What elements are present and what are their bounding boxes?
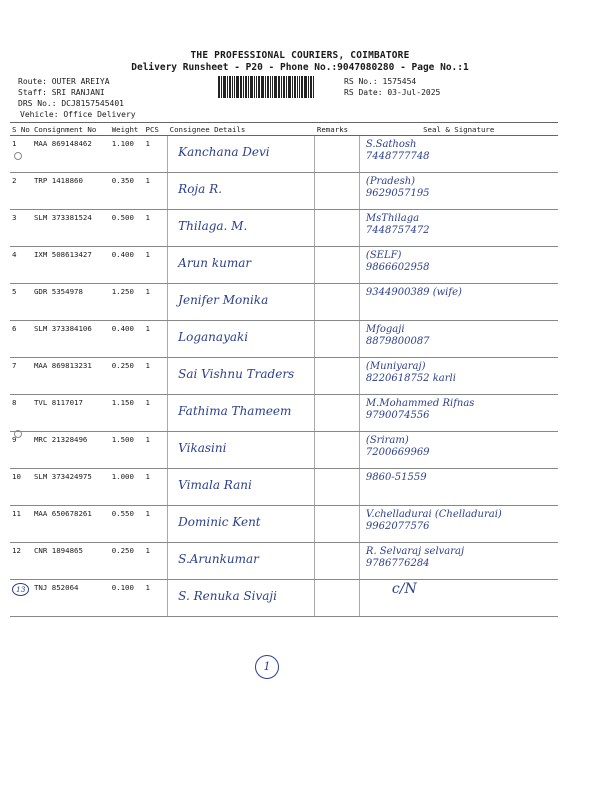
row-consignment: MAA 869148462 <box>32 136 110 173</box>
row-pcs: 1 <box>144 580 168 617</box>
row-remarks <box>315 395 360 432</box>
col-consignee-header: Consignee Details <box>168 123 315 136</box>
row-remarks <box>315 284 360 321</box>
row-sno: 8 <box>10 395 32 432</box>
row-seal <box>359 284 558 321</box>
runsheet-table <box>10 122 558 617</box>
table-row <box>10 358 558 395</box>
row-pcs: 1 <box>144 506 168 543</box>
row-sno: 5 <box>10 284 32 321</box>
row-consignee <box>168 506 315 543</box>
row-consignee <box>168 580 315 617</box>
row-remarks <box>315 210 360 247</box>
row-seal <box>359 432 558 469</box>
row-sno: 6 <box>10 321 32 358</box>
row-pcs: 1 <box>144 543 168 580</box>
route-label: Route: OUTER AREIYA <box>18 77 110 86</box>
row-seal <box>359 395 558 432</box>
seal-line-1: (Muniyaraj) <box>365 361 426 372</box>
row-consignee <box>168 136 315 173</box>
row-weight: 0.100 <box>110 580 144 617</box>
row-consignee <box>168 247 315 284</box>
document-title: THE PROFESSIONAL COURIERS, COIMBATORE <box>190 50 410 61</box>
row-sno: 12 <box>10 543 32 580</box>
row-pcs: 1 <box>144 136 168 173</box>
consignee-name: Vikasini <box>178 441 227 455</box>
row-sno: 7 <box>10 358 32 395</box>
row-seal <box>359 136 558 173</box>
row-seal <box>359 210 558 247</box>
row-sno: 2 <box>10 173 32 210</box>
row-remarks <box>315 247 360 284</box>
row-remarks <box>315 469 360 506</box>
rs-date-label: RS Date: 03-Jul-2025 <box>344 88 441 97</box>
seal-line-1: (Sriram) <box>365 435 409 446</box>
row-seal <box>359 173 558 210</box>
consignee-name: Vimala Rani <box>178 478 252 492</box>
rs-no-label: RS No.: 1575454 <box>344 77 417 86</box>
row-seal <box>359 543 558 580</box>
row-pcs: 1 <box>144 395 168 432</box>
consignee-name: Roja R. <box>178 182 222 196</box>
circled-sno: 13 <box>12 583 29 596</box>
row-consignee <box>168 210 315 247</box>
table-row <box>10 432 558 469</box>
seal-line-1: V.chelladurai (Chelladurai) <box>365 509 502 520</box>
row-weight: 0.550 <box>110 506 144 543</box>
table-row <box>10 284 558 321</box>
row-sno: 11 <box>10 506 32 543</box>
row-remarks <box>315 173 360 210</box>
table-row <box>10 136 558 173</box>
row-remarks <box>315 506 360 543</box>
row-weight: 1.100 <box>110 136 144 173</box>
row-seal <box>359 506 558 543</box>
barcode <box>218 76 338 98</box>
row-consignment: SLM 373381524 <box>32 210 110 247</box>
row-remarks <box>315 358 360 395</box>
row-seal <box>359 469 558 506</box>
row-pcs: 1 <box>144 247 168 284</box>
row-weight: 1.150 <box>110 395 144 432</box>
table-row <box>10 321 558 358</box>
row-consignee <box>168 284 315 321</box>
row-consignment: MAA 650678261 <box>32 506 110 543</box>
row-weight: 1.000 <box>110 469 144 506</box>
row-pcs: 1 <box>144 210 168 247</box>
seal-line-2: 9962077576 <box>365 521 430 532</box>
row-pcs: 1 <box>144 469 168 506</box>
row-consignment: IXM 508613427 <box>32 247 110 284</box>
row-remarks <box>315 543 360 580</box>
consignee-name: Thilaga. M. <box>178 219 248 233</box>
seal-line-1: M.Mohammed Rifnas <box>365 398 475 409</box>
table-row <box>10 469 558 506</box>
col-remarks-header: Remarks <box>315 123 360 136</box>
row-consignee <box>168 358 315 395</box>
row-weight: 0.400 <box>110 247 144 284</box>
row-consignee <box>168 543 315 580</box>
table-row <box>10 395 558 432</box>
row-weight: 0.400 <box>110 321 144 358</box>
consignee-name: Fathima Thameem <box>178 404 292 418</box>
row-pcs: 1 <box>144 358 168 395</box>
seal-line-2: 9344900389 (wife) <box>365 287 462 298</box>
consignee-name: Sai Vishnu Traders <box>178 367 295 381</box>
consignee-name: Loganayaki <box>178 330 249 344</box>
row-weight: 0.250 <box>110 358 144 395</box>
vehicle-label: Vehicle: Office Delivery <box>20 110 136 119</box>
row-weight: 1.250 <box>110 284 144 321</box>
consignee-name: Jenifer Monika <box>178 293 269 307</box>
seal-line-2: 8879800087 <box>365 336 430 347</box>
row-weight: 1.500 <box>110 432 144 469</box>
row-seal <box>359 358 558 395</box>
row-consignee <box>168 469 315 506</box>
consignee-name: S.Arunkumar <box>178 552 259 566</box>
seal-line-2: 7200669969 <box>365 447 430 458</box>
binder-hole <box>14 430 22 438</box>
table-row <box>10 506 558 543</box>
row-pcs: 1 <box>144 284 168 321</box>
row-sno: 4 <box>10 247 32 284</box>
row-pcs: 1 <box>144 321 168 358</box>
row-seal <box>359 580 558 617</box>
table-row <box>10 580 558 617</box>
row-consignment: TRP 1418860 <box>32 173 110 210</box>
page-circle-mark: 1 <box>255 655 279 679</box>
seal-line-2: c/N <box>391 581 417 597</box>
col-consignment-header: Consignment No <box>32 123 110 136</box>
row-weight: 0.350 <box>110 173 144 210</box>
table-row <box>10 173 558 210</box>
table-header-row <box>10 123 558 136</box>
row-consignment: CNR 1894865 <box>32 543 110 580</box>
row-consignee <box>168 395 315 432</box>
row-consignment: GDR 5354978 <box>32 284 110 321</box>
seal-line-2: 7448777748 <box>365 151 430 162</box>
row-consignment: SLM 373384106 <box>32 321 110 358</box>
seal-line-2: 9860-51559 <box>365 472 427 483</box>
seal-line-2: 7448757472 <box>365 225 430 236</box>
table-row <box>10 210 558 247</box>
col-weight-header: Weight <box>110 123 144 136</box>
seal-line-1: (SELF) <box>365 250 402 261</box>
seal-line-2: 9629057195 <box>365 188 430 199</box>
row-seal <box>359 321 558 358</box>
seal-line-2: 9790074556 <box>365 410 430 421</box>
row-sno: 10 <box>10 469 32 506</box>
row-sno <box>10 580 32 617</box>
row-consignment: SLM 373424975 <box>32 469 110 506</box>
seal-line-1: MsThilaga <box>365 213 420 224</box>
row-weight: 0.500 <box>110 210 144 247</box>
table-row <box>10 543 558 580</box>
row-sno: 9 <box>10 432 32 469</box>
drs-label: DRS No.: DCJ8157545401 <box>18 99 124 108</box>
consignee-name: Kanchana Devi <box>178 145 270 159</box>
seal-line-1: S.Sathosh <box>365 139 417 150</box>
row-consignee <box>168 321 315 358</box>
row-consignment: MAA 869813231 <box>32 358 110 395</box>
staff-label: Staff: SRI RANJANI <box>18 88 105 97</box>
document-subtitle: Delivery Runsheet - P20 - Phone No.:9047080280 - Page No.:1 <box>131 62 469 73</box>
binder-hole <box>14 152 22 160</box>
row-consignee <box>168 173 315 210</box>
row-remarks <box>315 136 360 173</box>
row-weight: 0.250 <box>110 543 144 580</box>
row-remarks <box>315 432 360 469</box>
consignee-name: Dominic Kent <box>178 515 261 529</box>
row-consignee <box>168 432 315 469</box>
seal-line-1: Mfogaji <box>365 324 405 335</box>
row-pcs: 1 <box>144 432 168 469</box>
row-seal <box>359 247 558 284</box>
row-sno: 3 <box>10 210 32 247</box>
seal-line-2: 8220618752 karli <box>365 373 456 384</box>
row-sno: 1 <box>10 136 32 173</box>
col-pcs-header: PCS <box>144 123 168 136</box>
row-remarks <box>315 321 360 358</box>
col-sno-header: S No <box>10 123 32 136</box>
col-seal-header: Seal & Signature <box>359 123 558 136</box>
table-row <box>10 247 558 284</box>
row-remarks <box>315 580 360 617</box>
row-consignment: TNJ 852064 <box>32 580 110 617</box>
row-consignment: TVL 8117017 <box>32 395 110 432</box>
row-pcs: 1 <box>144 173 168 210</box>
seal-line-1: (Pradesh) <box>365 176 416 187</box>
seal-line-2: 9866602958 <box>365 262 430 273</box>
consignee-name: Arun kumar <box>178 256 252 270</box>
seal-line-2: 9786776284 <box>365 558 430 569</box>
seal-line-1: R. Selvaraj selvaraj <box>365 546 465 557</box>
consignee-name: S. Renuka Sivaji <box>178 589 277 603</box>
row-consignment: MRC 21328496 <box>32 432 110 469</box>
